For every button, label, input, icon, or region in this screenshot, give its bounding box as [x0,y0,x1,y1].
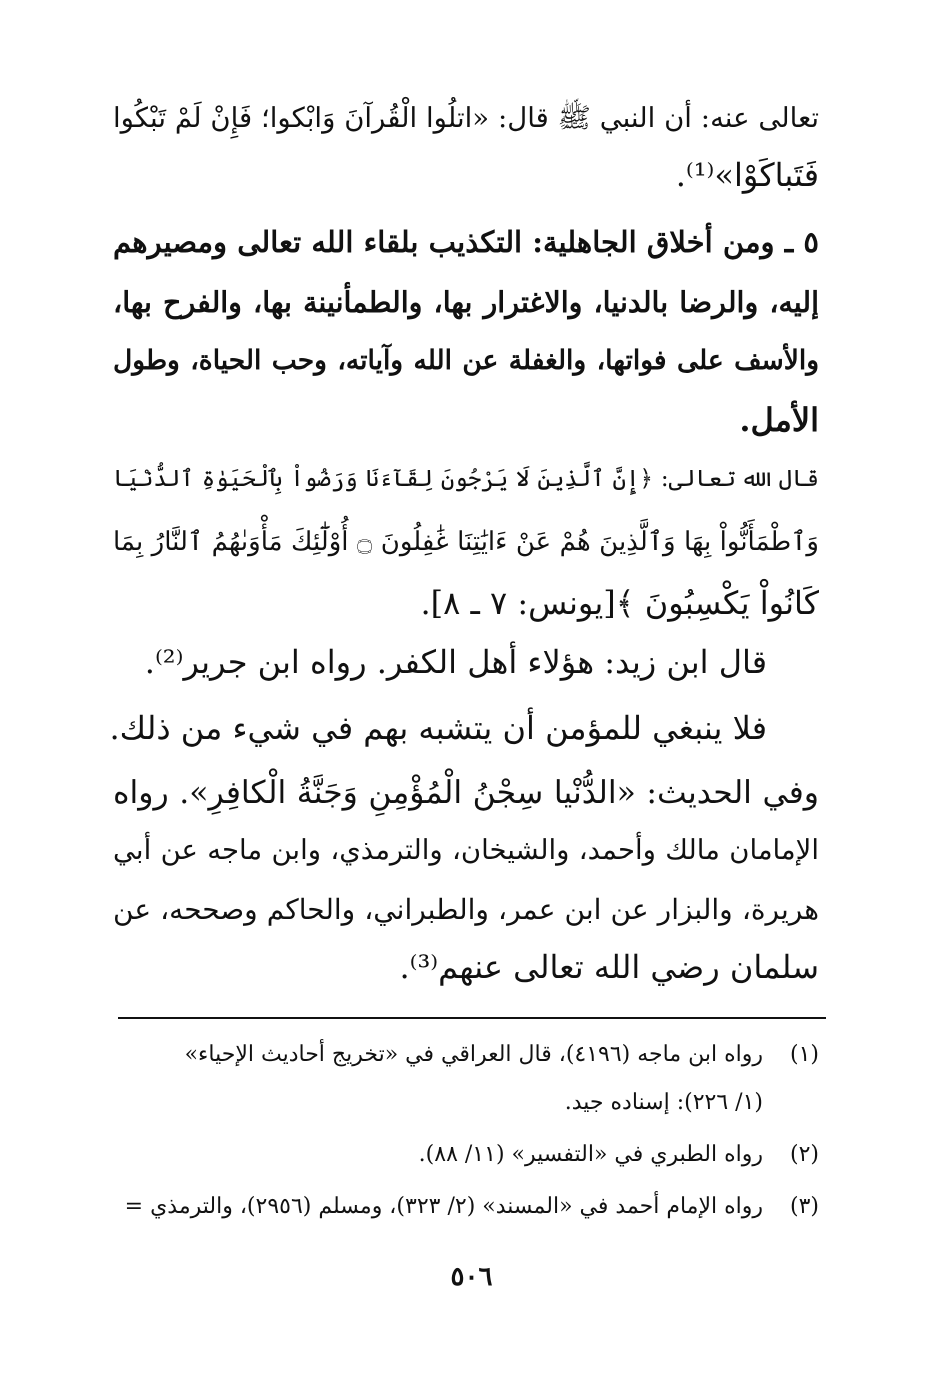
page-number: ٥٠٦ [450,1262,493,1292]
hadith-line: وفي الحديث: «الدُّنْيا سِجْنُ الْمُؤْمِنِ وَجَنَّةُ الْكافِرِ». رواه [113,775,819,811]
footnote-3 [109,1192,819,1222]
quran-verse-line: قال الله تعالى: ﴿إِنَّ ٱلَّذِينَ لَا يَرْجُونَ لِقَآءَنَا وَرَضُواْ بِٱلْحَيَوٰةِ ٱلدُّنْيَا [113,466,819,492]
footnote-text: رواه الطبري في «التفسير» (١١/ ٨٨). [418,1142,763,1167]
text-line: سلمان رضي الله تعالى عنهم⁽³⁾. [399,948,819,986]
text-line: الإمامان مالك وأحمد، والشيخان، والترمذي، وابن ماجه عن أبي [113,834,819,866]
text-line: قال ابن زيد: هؤلاء أهل الكفر. رواه ابن جرير⁽²⁾. [144,643,767,681]
footnote-text: رواه ابن ماجه (٤١٩٦)، قال العراقي في «تخريج أحاديث الإحياء» [184,1042,763,1067]
footnote-number: (٣) [789,1194,819,1219]
text-line: فلا ينبغي للمؤمن أن يتشبه بهم في شيء من ذلك. [109,709,767,747]
footnote-number: (٢) [789,1142,819,1167]
text-line: الأمل. [739,401,819,439]
text-line: والأسف على فواتها، والغفلة عن الله وآياته، وحب الحياة، وطول [113,345,819,376]
section-heading-line: ٥ ـ ومن أخلاق الجاهلية: التكذيب بلقاء الله تعالى ومصيرهم [113,225,819,259]
footnote-separator [118,1017,826,1019]
text-line: تعالى عنه: أن النبي ﷺ قال: «اتلُوا الْقُرآنَ وَابْكوا؛ فَإِنْ لَمْ تَبْكُوا [113,102,819,134]
quran-verse-line: كَانُواْ يَكْسِبُونَ ﴾[يونس: ٧ ـ ٨]. [420,584,819,622]
footnote-2 [109,1140,819,1170]
text-line: فَتَباكَوْا»⁽¹⁾. [675,156,819,194]
footnote-1-continuation: (١/ ٢٢٦): إسناده جيد. [564,1090,763,1115]
footnote-text: رواه الإمام أحمد في «المسند» (٢/ ٣٢٣)، ومسلم (٢٩٥٦)، والترمذي = [124,1194,763,1219]
footnote-1 [109,1040,819,1070]
text-line: إليه، والرضا بالدنيا، والاغترار بها، والطمأنينة بها، والفرح بها، [113,285,819,319]
text-line: هريرة، والبزار عن ابن عمر، والطبراني، والحاكم وصححه، عن [113,893,819,926]
footnote-number: (١) [789,1042,819,1067]
quran-verse-line: وَٱطْمَأَنُّواْ بِهَا وَٱلَّذِينَ هُمْ عَنْ ءَايَٰتِنَا غَٰفِلُونَ ۝ أُوْلَٰٓئِكَ مَأْوَىٰهُمُ ٱلنَّارُ بِمَا [113,527,819,557]
